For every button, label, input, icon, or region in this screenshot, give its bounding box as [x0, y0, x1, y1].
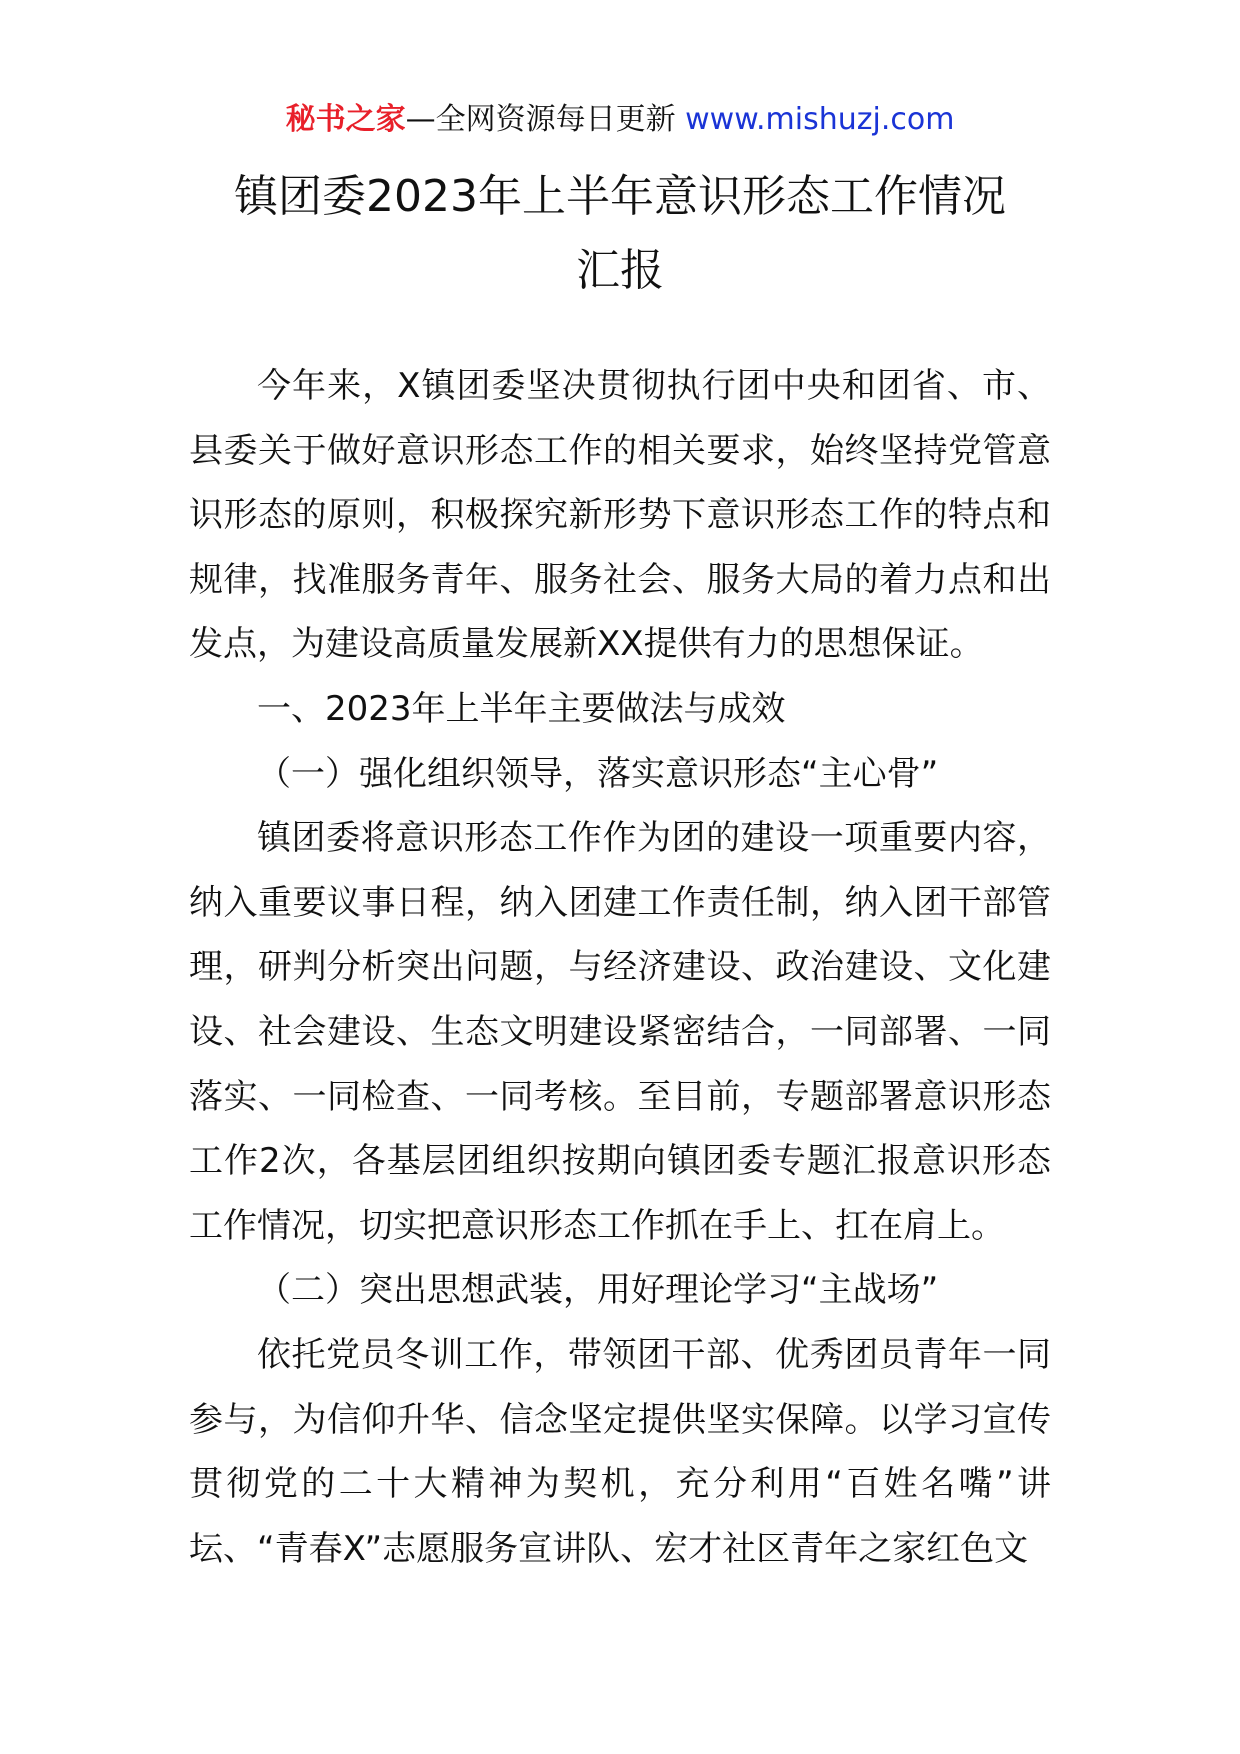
subsection-heading-2: （二）突出思想武装，用好理论学习“主战场”	[257, 1270, 939, 1311]
subsection-heading-1: （一）强化组织领导，落实意识形态“主心骨”	[257, 753, 939, 794]
document-body	[189, 354, 1051, 1581]
website-url: www.mishuzj.com	[685, 102, 955, 137]
brand-name: 秘书之家	[285, 102, 406, 137]
intro-paragraph: 今年来，X镇团委坚决贯彻执行团中央和团省、市、县委关于做好意识形态工作的相关要求，始终坚持党管意识形态的原则，积极探究新形势下意识形态工作的特点和规律，找准服务青年、服务社会、服务大局的着力点和出发点，为建设高质量发展新XX提供有力的思想保证。	[189, 366, 1051, 665]
watermark-header	[0, 100, 1240, 140]
title-line-1: 镇团委2023年上半年意识形态工作情况	[234, 171, 1006, 222]
section-heading-1: 一、2023年上半年主要做法与成效	[257, 688, 786, 729]
header-tagline: —全网资源每日更新	[405, 102, 686, 137]
title-line-2: 汇报	[576, 245, 664, 296]
document-title	[0, 160, 1240, 308]
body-paragraph-1: 镇团委将意识形态工作作为团的建设一项重要内容，纳入重要议事日程，纳入团建工作责任制，纳入团干部管理，研判分析突出问题，与经济建设、政治建设、文化建设、社会建设、生态文明建设紧密结合，一同部署、一同落实、一同检查、一同考核。至目前，专题部署意识形态工作2次，各基层团组织按期向镇团委专题汇报意识形态工作情况，切实把意识形态工作抓在手上、扛在肩上。	[189, 818, 1051, 1246]
body-paragraph-2: 依托党员冬训工作，带领团干部、优秀团员青年一同参与，为信仰升华、信念坚定提供坚实保障。以学习宣传贯彻党的二十大精神为契机，充分利用“百姓名嘴”讲坛、“青春X”志愿服务宣讲队、宏才社区青年之家红色文	[189, 1334, 1051, 1569]
